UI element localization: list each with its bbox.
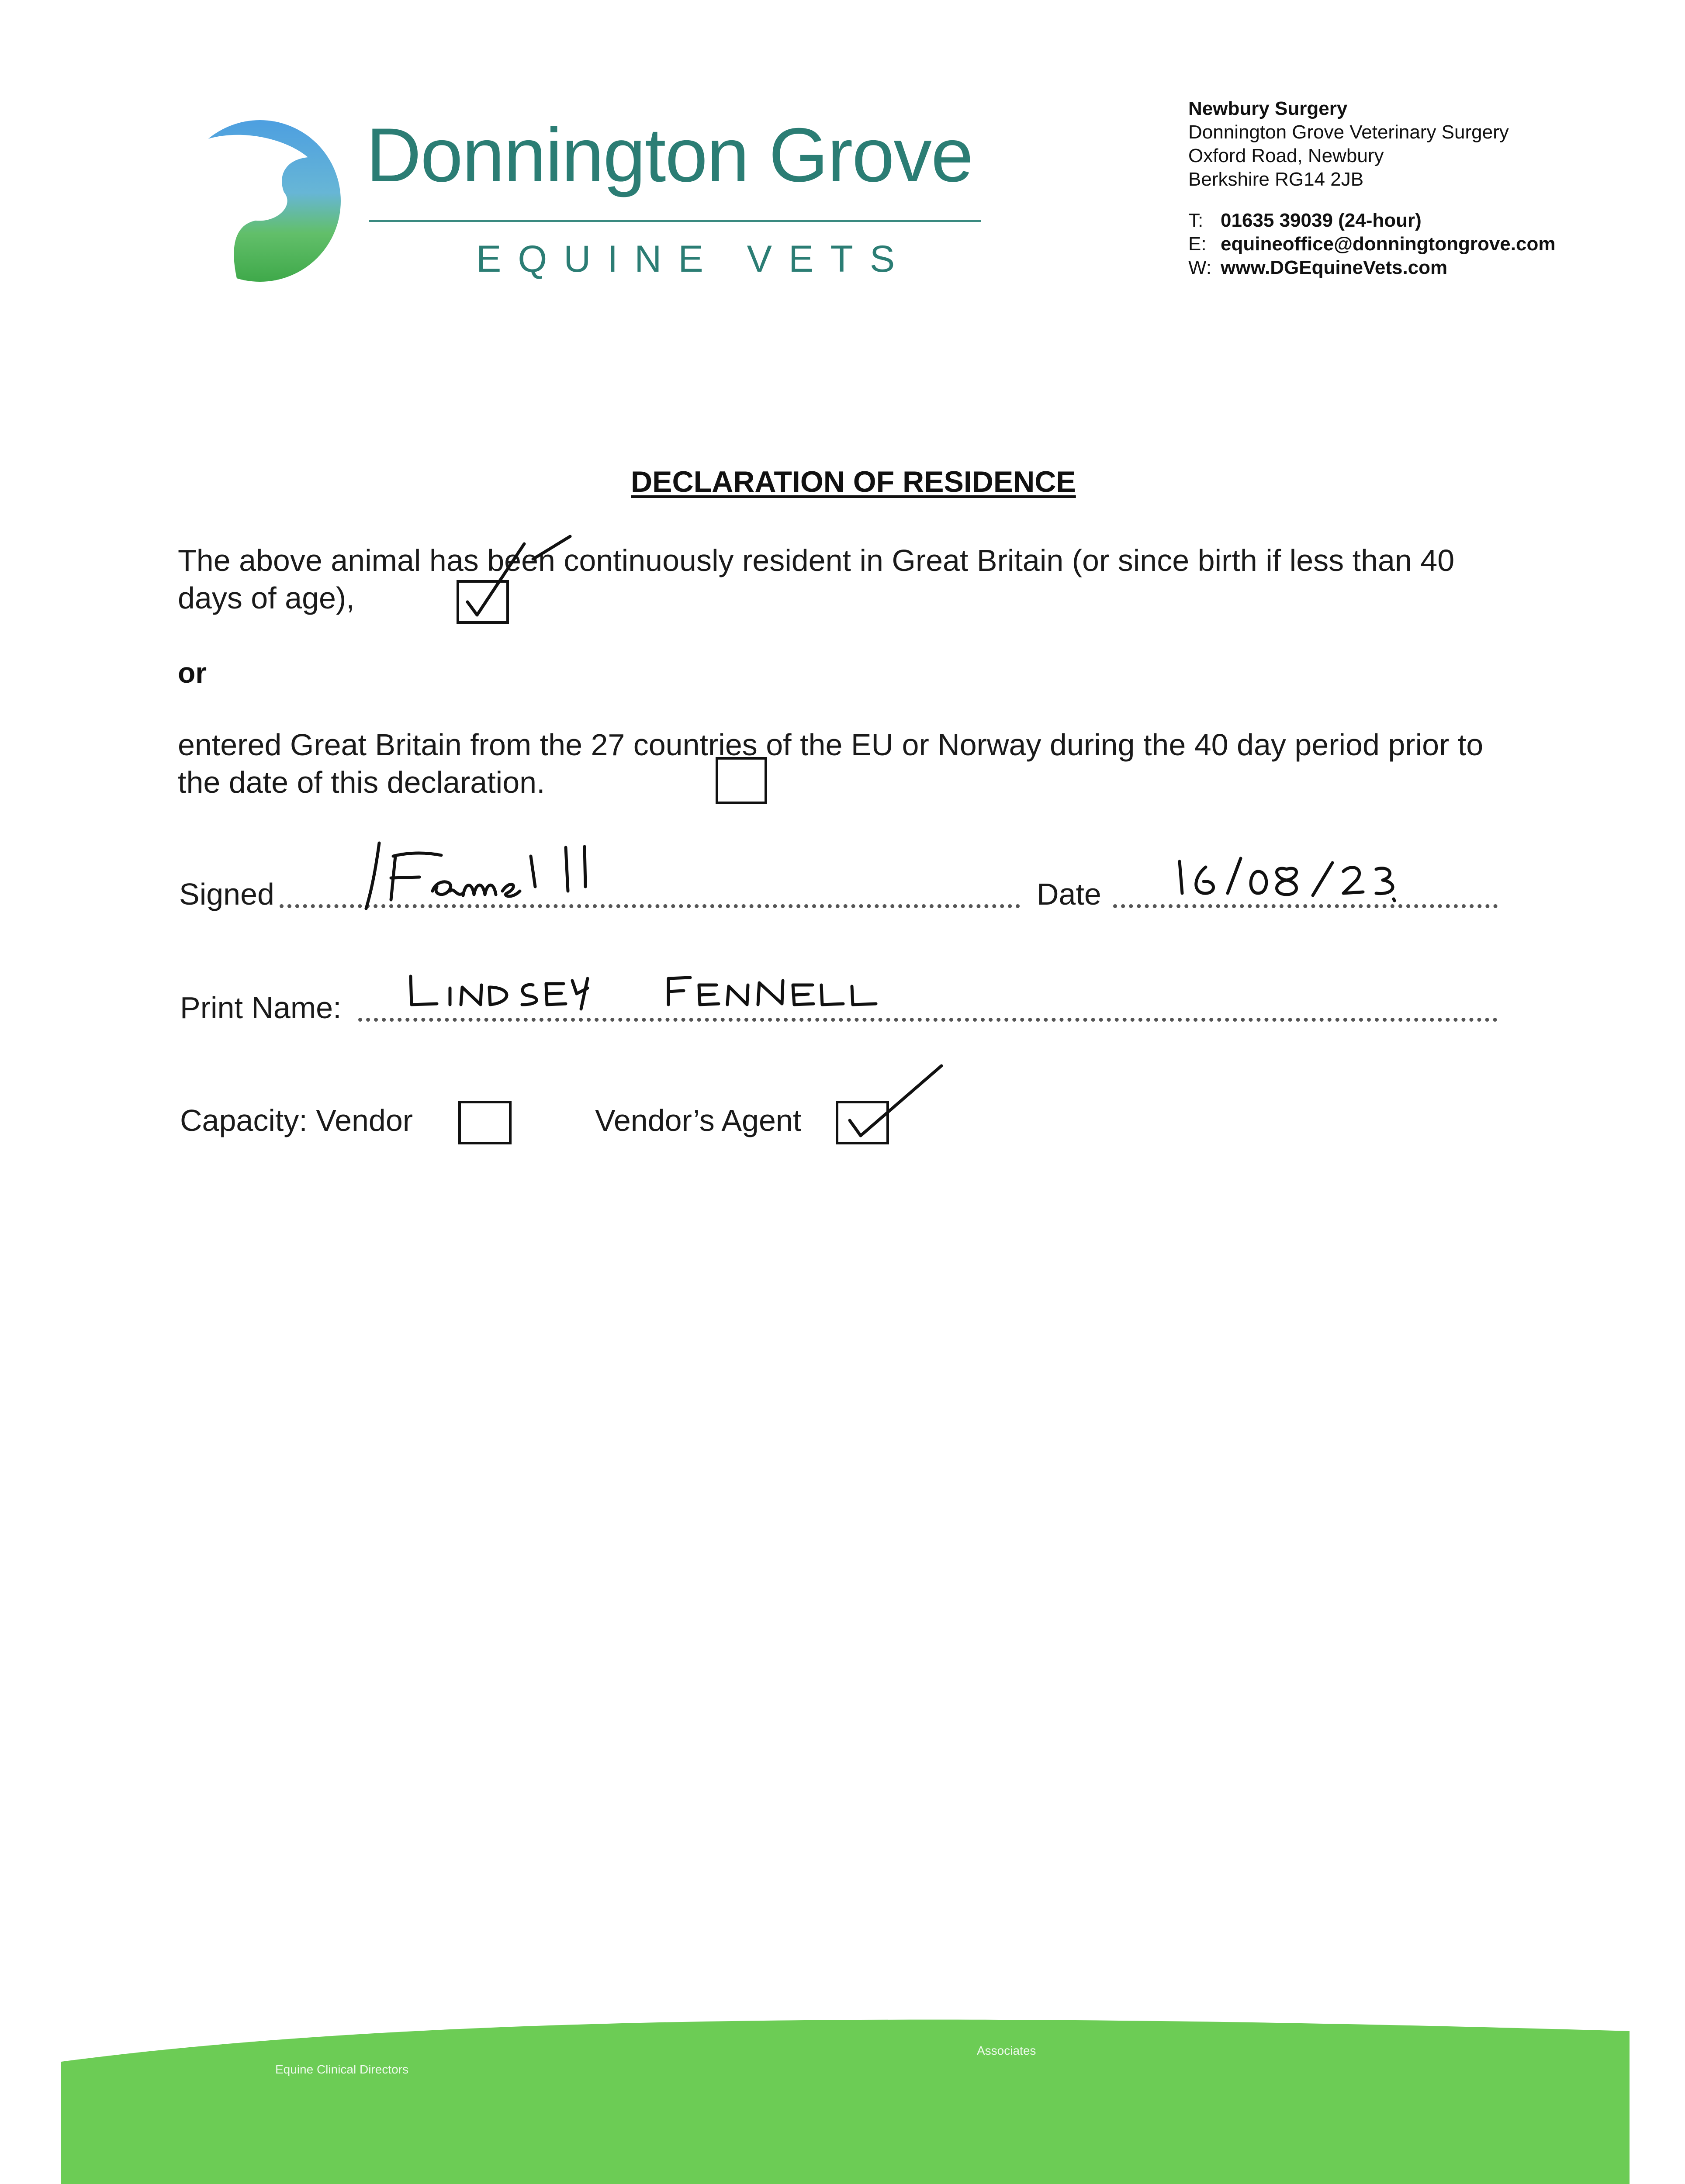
resident-check-mark [467,544,524,615]
vendors-agent-label: Vendor’s Agent [595,1103,802,1137]
address-line: Berkshire RG14 2JB [1188,169,1364,190]
email-label: E: [1188,233,1207,255]
signature-drawing [366,843,585,909]
or-separator: or [178,657,207,689]
phone-number: 01635 39039 (24-hour) [1221,210,1422,231]
resident-statement: The above animal has been continuously resident in Great Britain (or since birth if less than 40 days of age), [178,543,1455,615]
surgery-name: Newbury Surgery [1188,98,1348,119]
footer-associates [977,2042,1036,2060]
footer-directors-heading: Equine Clinical Directors [275,2063,409,2076]
address-line: Oxford Road, Newbury [1188,145,1384,166]
footer-band [0,1966,1685,2184]
capacity-vendor-label: Capacity: Vendor [180,1103,413,1137]
brand-name: Donnington Grove [366,113,973,198]
phone-label: T: [1188,210,1204,231]
brand-tagline: EQUINE VETS [476,238,912,280]
document-title: DECLARATION OF RESIDENCE [631,465,1076,498]
agent-check-mark [850,1066,941,1136]
footer-associates-heading: Associates [977,2044,1036,2057]
footer-directors [275,2061,408,2078]
entered-statement: entered Great Britain from the 27 countries of the EU or Norway during the 40 day period prior to the date of this declaration. [178,728,1484,799]
date-drawing [1180,858,1394,901]
email-address: equineoffice@donningtongrove.com [1221,233,1556,255]
print-name-label: Print Name: [180,991,342,1025]
strike-mark [533,536,570,559]
date-label: Date [1037,877,1101,911]
address-line: Donnington Grove Veterinary Surgery [1188,121,1509,143]
web-label: W: [1188,257,1211,278]
print-name-drawing [411,976,876,1009]
website: www.DGEquineVets.com [1221,257,1448,278]
signed-label: Signed [179,877,274,911]
